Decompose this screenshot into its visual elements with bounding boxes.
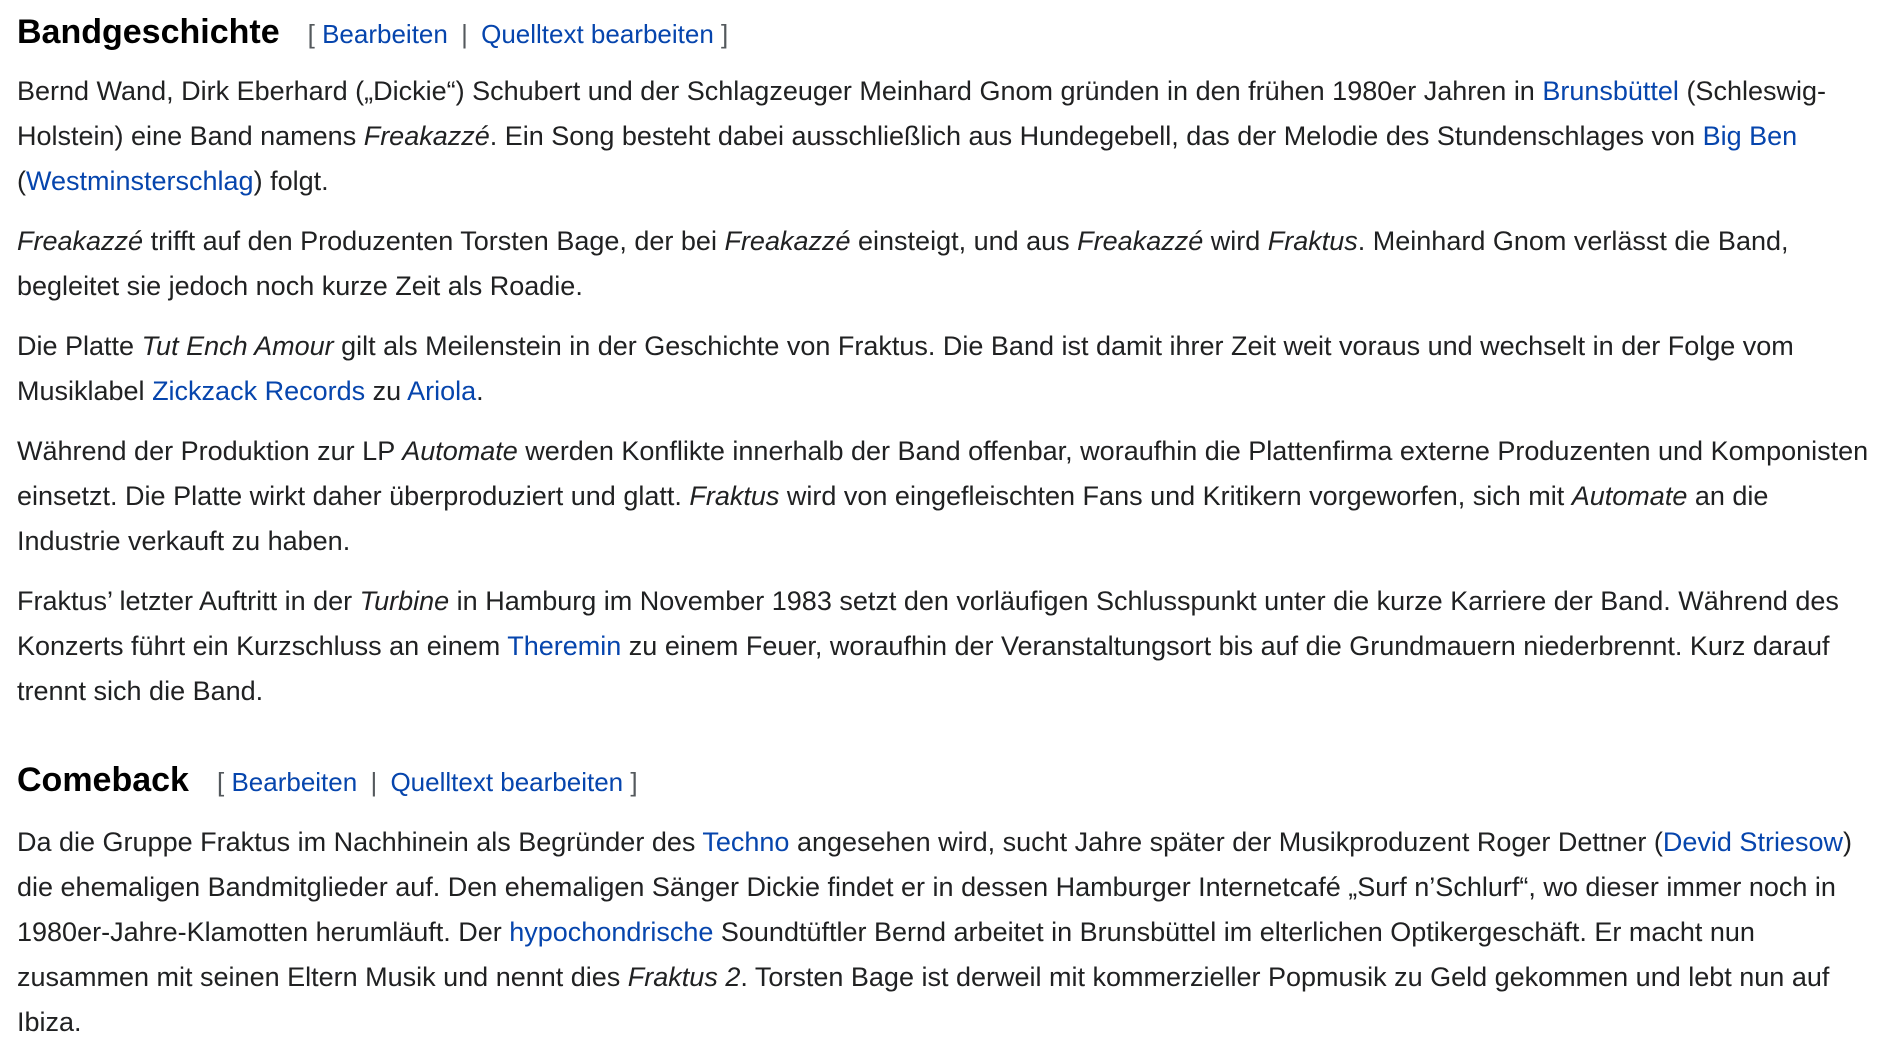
paragraph xyxy=(17,820,1877,1045)
text-run: zu xyxy=(365,376,408,406)
text-run: gilt als Meilenstein in der Geschichte von Fraktus. Die Band ist damit ihrer Zeit weit voraus und wechselt in der Folge vom Musiklabel xyxy=(17,331,1794,406)
italic-title: Automate xyxy=(402,436,518,466)
link-westminsterschlag[interactable]: Westminsterschlag xyxy=(26,166,254,196)
edit-section-links xyxy=(308,19,729,50)
text-run: Fraktus’ letzter Auftritt in der xyxy=(17,586,360,616)
text-run: ) die ehemaligen Bandmitglieder auf. Den ehemaligen Sänger Dickie findet er in dessen Hamburger Internetcafé „Surf n’Schlurf“, wo dieser immer noch in 1980er-Jahre-Klamotten herumläuft. Der xyxy=(17,827,1852,947)
text-run: werden Konflikte innerhalb der Band offenbar, woraufhin die Plattenfirma externe Produzenten und Komponisten einsetzt. Die Platte wirkt daher überproduziert und glatt. xyxy=(17,436,1869,511)
text-run: wird von eingefleischten Fans und Kritikern vorgeworfen, sich mit xyxy=(779,481,1572,511)
link-ariola[interactable]: Ariola xyxy=(407,376,477,406)
link-brunsbuettel[interactable]: Brunsbüttel xyxy=(1542,76,1679,106)
edit-source-link[interactable]: Quelltext bearbeiten xyxy=(481,19,714,49)
edit-link[interactable]: Bearbeiten xyxy=(231,767,358,797)
italic-title: Fraktus xyxy=(689,481,780,511)
text-run: in Hamburg im November 1983 setzt den vorläufigen Schlusspunkt unter die kurze Karriere der Band. Während des Konzerts führt ein Kurzschluss an einem xyxy=(17,586,1839,661)
text-run: . xyxy=(476,376,484,406)
section-header-bandgeschichte xyxy=(17,0,1877,60)
italic-title: Tut Ench Amour xyxy=(141,331,334,361)
text-run: zu einem Feuer, woraufhin der Veranstaltungsort bis auf die Grundmauern niederbrennt. Kurz darauf trennt sich die Band. xyxy=(17,631,1830,706)
text-run: Bernd Wand, Dirk Eberhard („Dickie“) Schubert und der Schlagzeuger Meinhard Gnom gründen in den frühen 1980er Jahren in xyxy=(17,76,1543,106)
link-hypochondrische[interactable]: hypochondrische xyxy=(509,917,714,947)
section-title: Bandgeschichte xyxy=(17,13,280,51)
edit-source-link[interactable]: Quelltext bearbeiten xyxy=(390,767,624,797)
text-run: . Meinhard Gnom verlässt die Band, begleitet sie jedoch noch kurze Zeit als Roadie. xyxy=(17,226,1789,301)
paragraph xyxy=(17,579,1877,714)
edit-section-links xyxy=(217,767,638,798)
link-zickzack-records[interactable]: Zickzack Records xyxy=(152,376,366,406)
link-devid-striesow[interactable]: Devid Striesow xyxy=(1662,827,1843,857)
text-run: Da die Gruppe Fraktus im Nachhinein als Begründer des xyxy=(17,827,703,857)
text-run: (Schleswig-Holstein) eine Band namens xyxy=(17,76,1826,151)
bracket-open: [ xyxy=(307,19,315,49)
italic-title: Freakazzé xyxy=(17,226,144,256)
text-run: an die Industrie verkauft zu haben. xyxy=(17,481,1769,556)
link-big-ben[interactable]: Big Ben xyxy=(1702,121,1798,151)
italic-title: Freakazzé xyxy=(724,226,851,256)
section-header-comeback xyxy=(17,729,1877,808)
edit-link[interactable]: Bearbeiten xyxy=(322,19,448,49)
bracket-close: ] xyxy=(721,19,729,49)
text-run: einsteigt, und aus xyxy=(850,226,1078,256)
italic-title: Turbine xyxy=(359,586,450,616)
bracket-close: ] xyxy=(630,767,638,797)
text-run: ( xyxy=(17,166,26,196)
link-theremin[interactable]: Theremin xyxy=(507,631,622,661)
text-run: angesehen wird, sucht Jahre später der Musikproduzent Roger Dettner ( xyxy=(789,827,1663,857)
section-title: Comeback xyxy=(17,761,189,799)
text-run: Soundtüftler Bernd arbeitet in Brunsbüttel im elterlichen Optikergeschäft. Er macht nun zusammen mit seinen Eltern Musik und nennt dies xyxy=(17,917,1755,992)
bracket-open: [ xyxy=(216,767,225,797)
paragraph xyxy=(17,219,1877,309)
text-run: Während der Produktion zur LP xyxy=(17,436,403,466)
paragraph xyxy=(17,429,1877,564)
paragraph xyxy=(17,324,1877,414)
link-techno[interactable]: Techno xyxy=(702,827,790,857)
text-run: ) folgt. xyxy=(253,166,329,196)
italic-title: Freakazzé xyxy=(1077,226,1204,256)
paragraph xyxy=(17,69,1877,204)
text-run: Die Platte xyxy=(17,331,142,361)
italic-title: Freakazzé xyxy=(363,121,490,151)
text-run: . Ein Song besteht dabei ausschließlich aus Hundegebell, das der Melodie des Stundenschlages von xyxy=(489,121,1703,151)
italic-title: Fraktus xyxy=(1267,226,1358,256)
edit-divider: | xyxy=(461,19,468,49)
text-run: . Torsten Bage ist derweil mit kommerzieller Popmusik zu Geld gekommen und lebt nun auf Ibiza. xyxy=(17,962,1830,1037)
italic-title: Fraktus 2 xyxy=(627,962,741,992)
text-run: trifft auf den Produzenten Torsten Bage, der bei xyxy=(143,226,725,256)
text-run: wird xyxy=(1203,226,1268,256)
italic-title: Automate xyxy=(1571,481,1688,511)
edit-divider: | xyxy=(370,767,378,797)
